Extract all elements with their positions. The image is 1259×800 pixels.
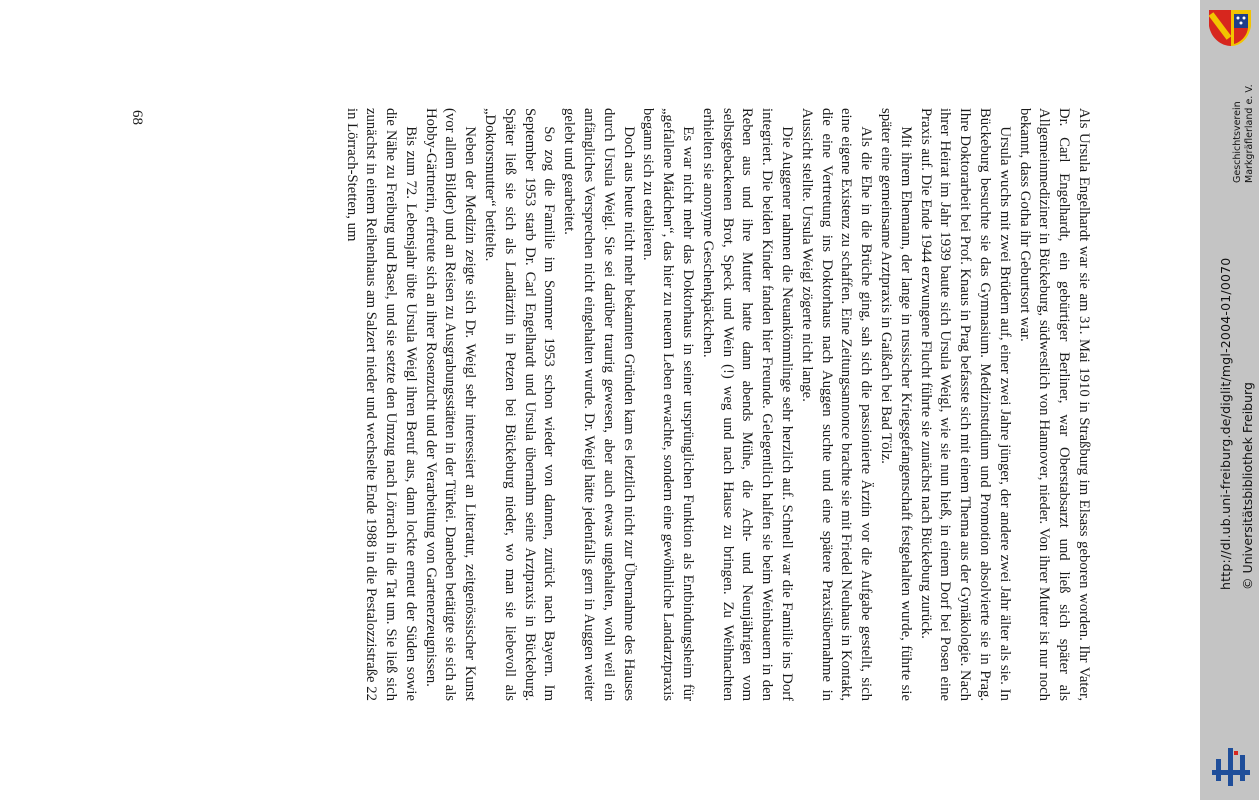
association-name-line2: Markgräflerland e. V. [1244,84,1255,183]
paragraph: Ursula wuchs mit zwei Brüdern auf, einer zwei Jahre jünger, der andere zwei Jahr älter als sie. In Bückeburg besuchte sie das Gymnasium. Medizinstudium und Promotion absolvierte sie in Prag. Ihre Doktorarbeit bei Prof. Knaus in Prag befasste sich mit einem Thema aus der Gynäkologie. Nach ihrer Heirat im Jahr 1939 baute sich Ursula Weigl, wie sie nun hieß, in einem Dorf bei Posen eine Praxis auf. Die Ende 1944 erzwungene Flucht führte sie zunächst nach Bückeburg zurück. [917,108,1013,701]
page-number: 68 [129,110,145,125]
paragraph: Als Ursula Engelhardt war sie am 31. Mai 1910 in Straßburg im Elsass geboren worden. Ihr Vater, Dr. Carl Engelhardt, ein gebürtiger Berliner, war Oberstabsarzt und ließ sich später als Allgemeinmediziner in Bückeburg, südwestlich von Hannover, nieder. Von ihrer Mutter ist nur noch bekannt, dass Gotha ihr Geburtsort war. [1016,108,1092,701]
coat-of-arms-icon [1207,8,1253,48]
paragraph: Neben der Medizin zeigte sich Dr. Weigl sehr interessiert an Literatur, zeitgenössischer Kunst (vor allem Bilder) und an Reisen zu Ausgrabungsstätten in der Türkei. Daneben betätigte sie sich als Hobby-Gärtnerin, erfreute sich an ihrer Rosenzucht und der Verarbeitung von Gartenerzeugnissen. [422,108,479,701]
copyright-notice: © Universitätsbibliothek Freiburg [1240,382,1255,590]
paragraph: Es war nicht mehr das Doktorhaus in seiner ursprünglichen Funktion als Entbindungsheim für „gefallene Mädchen“, das hier zu neuem Leben erwachte, sondern eine gewöhnliche Landarztpraxis begann sich zu etablieren. [640,108,697,701]
paragraph: Als die Ehe in die Brüche ging, sah sich die passionierte Ärztin vor die Aufgabe gestellt, sich eine eigene Existenz zu schaffen. Eine Zeitungsannonce brachte sie mit Friedel Neuhaus in Kontakt, die eine Vertretung ins Doktorhaus nach Auggen suchte und eine spätere Praxisübernahme in Aussicht stellte. Ursula Weigl zögerte nicht lange. [798,108,875,701]
paragraph: Mit ihrem Ehemann, der lange in russischer Kriegsgefangenschaft festgehalten wurde, führte sie später eine gemeinsame Arztpraxis in Gaißach bei Bad Tölz. [878,108,914,701]
paragraph: So zog die Familie im Sommer 1953 schon wieder von dannen, zurück nach Bayern. Im September 1953 starb Dr. Carl Engelhardt und Ursula übernahm seine Arztpraxis in Bückeburg. Später ließ sie sich als Landärztin in Petzen bei Bückeburg nieder, wo man sie liebevoll als „Doktorsmutter“ betitelte. [482,108,558,701]
ub-freiburg-logo-icon[interactable] [1208,743,1254,787]
paragraph: Die Auggener nahmen die Neuankömmlinge sehr herzlich auf. Schnell war die Familie ins Dorf integriert. Die beiden Kinder fanden hier Freunde. Gelegentlich halfen sie beim Weinbauern in den Reben aus und ihre Mutter hatte dann abends Mühe, die Acht- und Neunjährigen vom selbstgebackenen Brot, Speck und Wein (!) weg und nach Hause zu bringen. Zu Weihnachten erhielten sie anonyme Geschenkpäckchen. [699,108,796,701]
association-name: Geschichtsverein [1232,101,1243,183]
permalink-url[interactable]: http://dl.ub.uni-freiburg.de/diglit/mgl-2004-01/0070 [1218,257,1233,590]
paragraph: Bis zum 72. Lebensjahr übte Ursula Weigl ihren Beruf aus, dann lockte erneut der Süden sowie die Nähe zu Freiburg und Basel, und sie setzte den Umzug nach Lörrach in die Tat um. Sie ließ sich zunächst in einem Reihenhaus am Salzert nieder und wechselte Ende 1988 in die Pestalozzistraße 22 in Lörrach-Stetten, um [343,108,419,701]
paragraph: Doch aus heute nicht mehr bekannten Gründen kam es letztlich nicht zur Übernahme des Hauses durch Ursula Weigl. Sie sei darüber traurig gewesen, aber auch etwas ungehalten, wohl weil ein anfängliches Versprechen nicht eingehalten wurde. Dr. Weigl hätte jedenfalls gern in Auggen weiter gelebt und gearbeitet. [561,108,637,701]
body-text [341,108,1093,701]
